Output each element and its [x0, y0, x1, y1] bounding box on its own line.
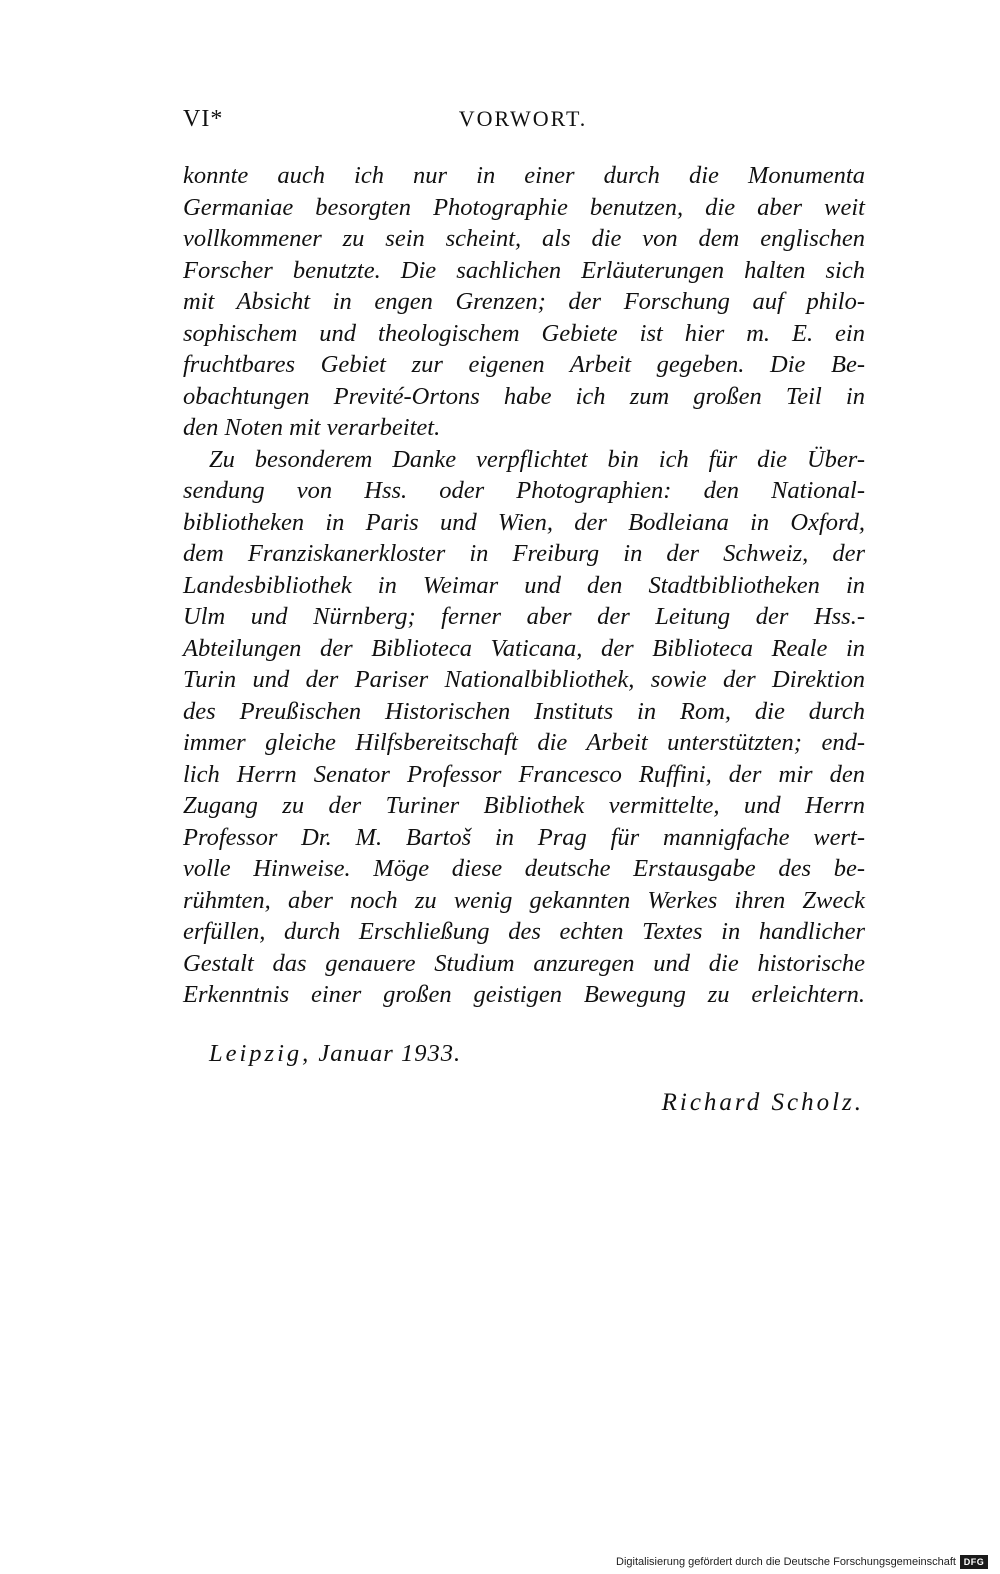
date: Januar 1933. — [318, 1040, 462, 1067]
text-line: Forscher benutzte. Die sachlichen Erläuterungen halten sich — [183, 256, 865, 284]
page-number: VI* — [183, 106, 224, 132]
text-line: sophischem und theologischem Gebiete ist hier m. E. ein — [183, 319, 865, 347]
text-line: Germaniae besorgten Photographie benutzen, die aber weit — [183, 193, 865, 221]
text-line: bibliotheken in Paris und Wien, der Bodleiana in Oxford, — [183, 508, 865, 536]
text-line: mit Absicht in engen Grenzen; der Forschung auf philo- — [183, 288, 865, 315]
text-line: lich Herrn Senator Professor Francesco Ruffini, der mir den — [183, 760, 865, 788]
footer-credit: Digitalisierung gefördert durch die Deutsche Forschungsgemeinschaft — [616, 1556, 956, 1568]
text-line: obachtungen Previté-Ortons habe ich zum großen Teil in — [183, 382, 865, 410]
place: Leipzig, — [209, 1040, 312, 1067]
text-line: Gestalt das genauere Studium anzuregen und die historische — [183, 949, 865, 977]
paragraph-1 — [183, 160, 865, 444]
place-date — [209, 1040, 461, 1068]
text-line: des Preußischen Historischen Instituts in Rom, die durch — [183, 697, 865, 725]
running-title: VORWORT. — [458, 106, 588, 131]
text-line: Professor Dr. M. Bartoš in Prag für mannigfache wert- — [183, 823, 865, 851]
text-line: den Noten mit verarbeitet. — [183, 414, 441, 441]
text-line: Ulm und Nürnberg; ferner aber der Leitung der Hss.- — [183, 603, 865, 630]
paragraph-2 — [183, 444, 865, 1011]
body-text — [183, 160, 865, 1011]
text-line: Erkenntnis einer großen geistigen Bewegung zu erleichtern. — [183, 981, 865, 1008]
text-line: volle Hinweise. Möge diese deutsche Erstausgabe des be- — [183, 855, 865, 882]
text-line: vollkommener zu sein scheint, als die von dem englischen — [183, 225, 865, 252]
text-line: sendung von Hss. oder Photographien: den National- — [183, 477, 865, 504]
text-line: fruchtbares Gebiet zur eigenen Arbeit gegeben. Die Be- — [183, 351, 865, 378]
text-line: Zugang zu der Turiner Bibliothek vermittelte, und Herrn — [183, 792, 865, 819]
text-line: rühmten, aber noch zu wenig gekannten Werkes ihren Zweck — [183, 886, 865, 914]
page-header — [183, 106, 863, 142]
text-line: Turin und der Pariser Nationalbibliothek, sowie der Direktion — [183, 666, 865, 693]
text-line: konnte auch ich nur in einer durch die Monumenta — [183, 162, 865, 189]
dfg-logo: DFG — [960, 1555, 988, 1569]
signature: Richard Scholz. — [661, 1089, 864, 1116]
text-line: Abteilungen der Biblioteca Vaticana, der Biblioteca Reale in — [183, 634, 865, 662]
text-line: dem Franziskanerkloster in Freiburg in der Schweiz, der — [183, 540, 865, 567]
text-line: Zu besonderem Danke verpflichtet bin ich für die Über- — [209, 445, 865, 473]
text-line: Landesbibliothek in Weimar und den Stadtbibliotheken in — [183, 571, 865, 599]
text-line: erfüllen, durch Erschließung des echten Textes in handlicher — [183, 918, 865, 945]
text-line: immer gleiche Hilfsbereitschaft die Arbeit unterstützten; end- — [183, 729, 865, 756]
